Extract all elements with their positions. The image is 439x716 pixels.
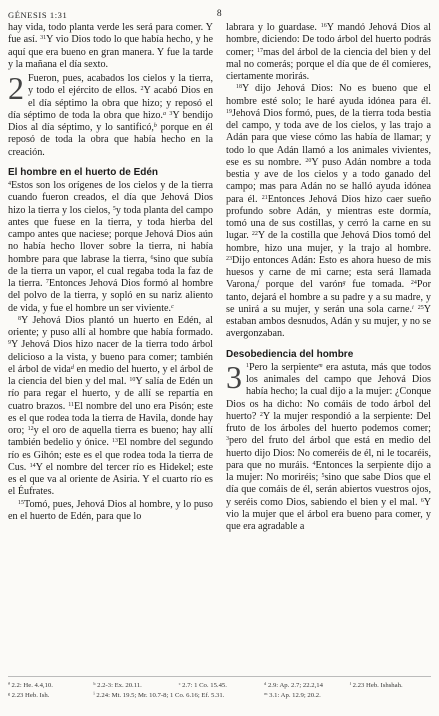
footnote: ᶠ 2.23 Heb. Ishshah. bbox=[349, 682, 403, 689]
footnote: ᵈ 2.9: Ap. 2.7; 22.2,14 bbox=[264, 682, 323, 689]
footnote-marker: f bbox=[257, 280, 259, 287]
verse-number: 2 bbox=[140, 86, 144, 93]
verse-number: 11 bbox=[68, 401, 75, 408]
verse-number: 4 bbox=[312, 460, 316, 467]
verse-number: 15 bbox=[18, 499, 24, 506]
footnotes bbox=[8, 681, 431, 700]
verse-number: 3 bbox=[169, 110, 173, 117]
paragraph: $^{18}$Y dijo Jehová Dios: No es bueno que el hombre esté solo; le haré ayuda idónea para él. $^{19}$Jehová Dios formó, pues, de la tierra toda bestia del campo, y toda ave de los cielos, y las trajo a Adán para que viese cómo las había de llamar; y todo lo que Adán llamó a los animales vivientes, ese es su nombre. $^{20}$Y puso Adán nombre a toda bestia y ave de los cielos y a todo ganado del campo; mas para Adán no se halló ayuda idónea para él. $^{21}$Entonces Jehová Dios hizo caer sueño profundo sobre Adán, y mientras este dormía, tomó una de sus costillas, y cerró la carne en su lugar. $^{22}$Y de la costilla que Jehová Dios tomó del hombre, hizo una mujer, y la trajo al hombre. $^{23}$Dijo entonces Adán: Esto es ahora hueso de mis huesos y carne de mi carne; esta será llamada Varona,$^f$ porque del varón$^g$ fue tomada. $^{24}$Por tanto, dejará el hombre a su padre y a su madre, y se unirá a su mujer, y serán una sola carne.$^i$ $^{25}$Y estaban ambos desnudos, Adán y su mujer, y no se avergonzaban. bbox=[226, 83, 432, 340]
footnote: ª 2.2: He. 4.4,10. bbox=[8, 682, 53, 689]
footnote-divider bbox=[8, 676, 431, 677]
verse-number: 2 bbox=[259, 411, 263, 418]
paragraph: $^4$Estos son los orígenes de los cielos y de la tierra cuando fueron creados, el día que Jehová Dios hizo la tierra y los cielos, $^5$y toda planta del campo antes que fuese en la tierra, y toda hierba del campo antes que naciese; porque Jehová Dios aún no había hecho llover sobre la tierra, ni había hombre para que labrase la tierra, $^6$sino que subía de la tierra un vapor, el cual regaba toda la faz de la tierra. $^7$Entonces Jehová Dios formó al hombre del polvo de la tierra, y sopló en su nariz aliento de vida, y fue el hombre un ser viviente.$^c$ bbox=[8, 180, 214, 314]
footnote: ᶜ 2.7: 1 Co. 15.45. bbox=[178, 682, 227, 689]
right-column bbox=[226, 22, 431, 533]
verse-number: 20 bbox=[305, 157, 312, 164]
footnote-marker: d bbox=[70, 364, 74, 371]
footnote-marker: c bbox=[171, 303, 174, 310]
verse-number: 13 bbox=[111, 438, 118, 445]
paragraph: hay vida, todo planta verde les será para comer. Y fue así. $^{31}$Y vio Dios todo lo que había hecho, y he aquí que era bueno en gran manera. Y fue la tarde y la mañana el día sexto. bbox=[8, 22, 213, 70]
verse-number: 4 bbox=[8, 181, 11, 187]
verse-number: 6 bbox=[420, 497, 424, 504]
verse-number: 25 bbox=[417, 304, 424, 311]
chapter-reference: GÉNESIS 1:31 bbox=[8, 10, 68, 20]
footnote-marker: g bbox=[342, 280, 346, 287]
verse-number: 5 bbox=[321, 473, 325, 479]
left-column bbox=[8, 22, 213, 523]
verse-number: 18 bbox=[236, 84, 242, 91]
verse-number: 19 bbox=[226, 108, 232, 115]
verse-number: 22 bbox=[251, 231, 258, 238]
footnote: ᵐ 3.1: Ap. 12.9; 20.2. bbox=[264, 691, 321, 699]
footnote-marker: m bbox=[318, 362, 323, 369]
footnote: ᵇ 2.2-3: Ex. 20.11. bbox=[93, 682, 142, 689]
verse-number: 24 bbox=[410, 280, 417, 287]
verse-number: 5 bbox=[112, 205, 116, 212]
footnote: ⁱ 2.24: Mt. 19.5; Mr. 10.7-8; 1 Co. 6.16; Ef. 5.31. bbox=[93, 691, 225, 699]
running-head bbox=[8, 8, 431, 22]
paragraph-text: $^1$Pero la serpiente$^m$ era astuta, más que todos los animales del campo que Jehová Dios había hecho; la cual dijo a la mujer: ¿Conque Dios os ha dicho: No comáis de todo árbol del huerto? $^2$Y la mujer respondió a la serpiente: Del fruto de los árboles del huerto podemos comer; $^3$pero del fruto del árbol que está en medio del huerto dijo Dios: No comeréis de él, ni le tocaréis, para que no muráis. $^4$Entonces la serpiente dijo a la mujer: No moriréis; $^5$sino que sabe Dios que el día que comáis de él, serán abiertos vuestros ojos, y seréis como Dios, sabiendo el bien y el mal. $^6$Y vio la mujer que el árbol era bueno para comer, y que era agradable a bbox=[226, 361, 431, 532]
chapter-2-paragraph bbox=[8, 70, 214, 159]
section-heading: El hombre en el huerto de Edén bbox=[8, 166, 159, 178]
footnote-marker: i bbox=[412, 304, 414, 311]
chapter-numeral: 2 bbox=[8, 70, 24, 106]
chapter-numeral: 3 bbox=[226, 358, 242, 395]
verse-number: 14 bbox=[29, 462, 36, 469]
section-heading: Desobediencia del hombre bbox=[226, 348, 354, 360]
verse-number: 16 bbox=[320, 23, 327, 29]
paragraph-text: Fueron, pues, acabados los cielos y la tierra, y todo el ejército de ellos. $^2$Y acabó Dios en el día séptimo la obra que hizo; y reposó el día séptimo de toda la obra que hizo.$^a$ $^3$Y bendijo Dios al día séptimo, y lo santificó,$^b$ porque en él reposó de toda la obra que había hecho en la creación. bbox=[8, 73, 214, 158]
footnote-marker: a bbox=[162, 110, 166, 117]
footnote-marker: b bbox=[153, 123, 157, 129]
verse-number: 23 bbox=[226, 255, 232, 262]
verse-number: 12 bbox=[27, 426, 34, 432]
verse-number: 3 bbox=[226, 436, 229, 443]
page-number: 8 bbox=[216, 9, 223, 19]
paragraph: $^8$Y Jehová Dios plantó un huerto en Edén, al oriente; y puso allí al hombre que había formado. $^9$Y Jehová Dios hizo nacer de la tierra todo árbol delicioso a la vista, y bueno para comer; también el árbol de vida$^d$ en medio del huerto, y el árbol de la ciencia del bien y del mal. $^{10}$Y salía de Edén un río para regar el huerto, y de allí se repartía en cuatro brazos. $^{11}$El nombre del uno era Pisón; este es el que rodea toda la tierra de Havila, donde hay oro; $^{12}$y el oro de aquella tierra es bueno; hay allí también bedelio y ónice. $^{13}$El nombre del segundo río es Gihón; este es el que rodea toda la tierra de Cus. $^{14}$Y el nombre del tercer río es Hidekel; este es el que va al oriente de Asiria. Y el cuarto río es el Éufrates. bbox=[8, 314, 214, 498]
verse-number: 31 bbox=[40, 35, 47, 42]
verse-number: 9 bbox=[8, 340, 11, 347]
verse-number: 10 bbox=[129, 377, 136, 383]
paragraph: labrara y lo guardase. $^{16}$Y mandó Jehová Dios al hombre, diciendo: De todo árbol del huerto podrás comer; $^{17}$mas del árbol de la ciencia del bien y del mal no comerás; porque el día que de él comieres, ciertamente morirás. bbox=[226, 22, 431, 82]
chapter-3-paragraph bbox=[226, 358, 431, 534]
paragraph: $^{15}$Tomó, pues, Jehová Dios al hombre, y lo puso en el huerto de Edén, para que lo bbox=[8, 498, 213, 522]
verse-number: 8 bbox=[18, 315, 21, 322]
verse-number: 1 bbox=[246, 362, 249, 369]
verse-number: 17 bbox=[256, 47, 263, 54]
verse-number: 7 bbox=[45, 279, 49, 285]
footnote: ᵍ 2.23 Heb. Ish. bbox=[8, 691, 50, 699]
verse-number: 21 bbox=[261, 194, 268, 201]
verse-number: 6 bbox=[150, 254, 154, 261]
